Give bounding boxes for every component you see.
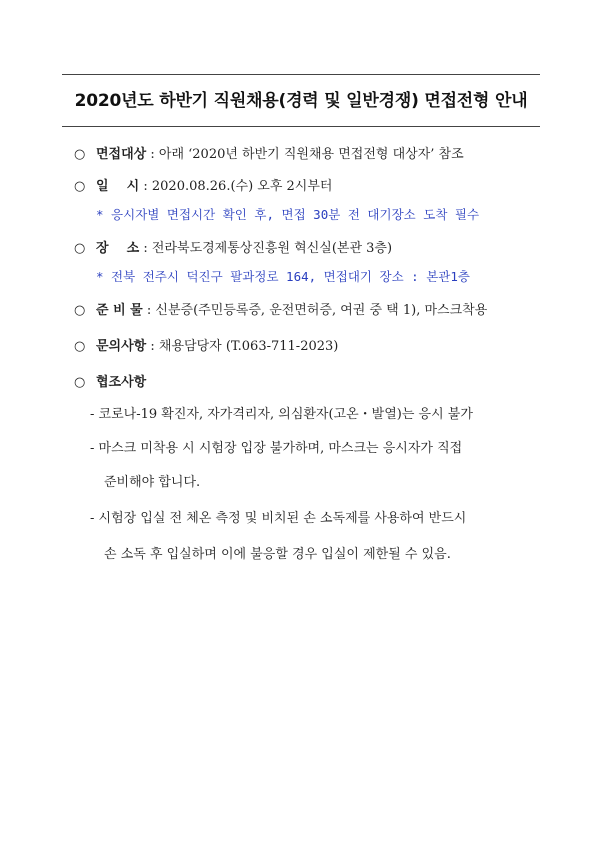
row-value: 아래 ‘2020년 하반기 직원채용 면접전형 대상자’ 참조 bbox=[158, 147, 464, 162]
row-label: 준 비 물 bbox=[96, 303, 143, 318]
row-separator: : bbox=[139, 241, 152, 256]
row-value: 전라북도경제통상진흥원 혁신실(본관 3층) bbox=[151, 241, 393, 256]
cooperation-item: - 코로나-19 확진자, 자가격리자, 의심환자(고온・발열)는 응시 불가 bbox=[90, 407, 473, 422]
row-label: 협조사항 bbox=[96, 375, 147, 390]
info-row-location bbox=[74, 240, 392, 258]
title-top-rule bbox=[62, 74, 540, 75]
cooperation-item-continued: 준비해야 합니다. bbox=[104, 475, 201, 490]
row-label: 면접대상 bbox=[96, 147, 147, 162]
cooperation-item-continued: 손 소독 후 입실하며 이에 불응할 경우 입실이 제한될 수 있음. bbox=[104, 547, 451, 562]
row-separator: : bbox=[142, 303, 156, 318]
location-note: * 전북 전주시 덕진구 팔과정로 164, 면접대기 장소 : 본관1층 bbox=[96, 269, 470, 284]
bullet-circle-icon: ○ bbox=[74, 147, 86, 162]
row-value: 채용담당자 (T.063-711-2023) bbox=[158, 339, 339, 354]
info-row-datetime bbox=[74, 178, 332, 196]
row-label: 문의사항 bbox=[96, 339, 147, 354]
info-row-interview-target bbox=[74, 146, 464, 164]
row-separator: : bbox=[146, 147, 159, 162]
info-row-cooperation bbox=[74, 374, 146, 392]
bullet-circle-icon: ○ bbox=[74, 375, 86, 390]
row-separator: : bbox=[139, 179, 152, 194]
bullet-circle-icon: ○ bbox=[74, 339, 86, 354]
title-bottom-rule bbox=[62, 126, 540, 127]
info-row-inquiry bbox=[74, 338, 338, 356]
datetime-note: * 응시자별 면접시간 확인 후, 면접 30분 전 대기장소 도착 필수 bbox=[96, 207, 480, 222]
bullet-circle-icon: ○ bbox=[74, 179, 86, 194]
row-label: 일 시 bbox=[96, 179, 140, 194]
row-value: 신분증(주민등록증, 운전면허증, 여권 중 택 1), 마스크착용 bbox=[155, 303, 488, 318]
bullet-circle-icon: ○ bbox=[74, 303, 86, 318]
row-label: 장 소 bbox=[96, 241, 140, 256]
info-row-preparation bbox=[74, 302, 487, 320]
row-separator: : bbox=[146, 339, 159, 354]
page-title: 2020년도 하반기 직원채용(경력 및 일반경쟁) 면접전형 안내 bbox=[74, 91, 528, 111]
cooperation-item: - 마스크 미착용 시 시험장 입장 불가하며, 마스크는 응시자가 직접 bbox=[90, 441, 463, 456]
cooperation-item: - 시험장 입실 전 체온 측정 및 비치된 손 소독제를 사용하여 반드시 bbox=[90, 511, 467, 526]
row-value: 2020.08.26.(수) 오후 2시부터 bbox=[151, 179, 333, 194]
bullet-circle-icon: ○ bbox=[74, 241, 86, 256]
